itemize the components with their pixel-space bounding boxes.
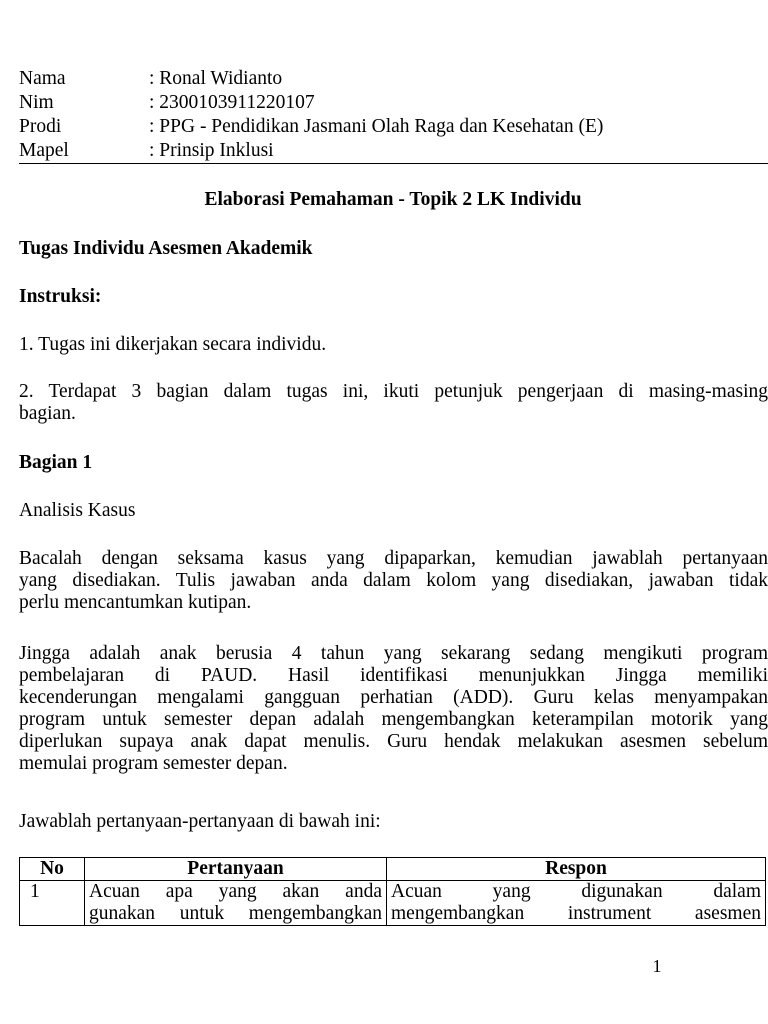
header-value: : Prinsip Inklusi [149,140,274,161]
column-header-no: No [20,858,85,881]
instruksi-item-1: 1. Tugas ini dikerjakan secara individu. [19,334,327,355]
header-value: : 2300103911220107 [149,92,315,113]
cell-respon [387,881,766,926]
text-line: perlu mencantumkan kutipan. [19,592,252,613]
header-row-nim [19,91,315,115]
page-number: 1 [652,956,662,976]
header-label: Mapel [19,140,69,161]
table-header-row [20,858,766,881]
text-line: mengembangkan instrument asesmen [391,903,761,924]
text-line: yang disediakan. Tulis jawaban anda dalam kolom yang disediakan, jawaban tidak [19,570,768,591]
text-line: bagian. [19,403,76,424]
cell-pertanyaan [85,881,387,926]
header-row-prodi [19,115,603,139]
subtitle: Tugas Individu Asesmen Akademik [19,238,313,259]
text-line: Bacalah dengan seksama kasus yang dipaparkan, kemudian jawablah pertanyaan [19,548,768,569]
instruksi-heading: Instruksi: [19,286,102,307]
instruksi-item-2 [19,381,768,425]
bagian-heading: Bagian 1 [19,452,93,473]
text-line: program untuk semester depan adalah mengembangkan keterampilan motorik yang [19,709,768,730]
text-line: kecenderungan mengalami gangguan perhatian (ADD). Guru kelas menyampakan [19,687,768,708]
question-table [19,857,766,926]
header-row-nama [19,67,282,91]
text-line: gunakan untuk mengembangkan [89,903,382,924]
prompt-text: Jawablah pertanyaan-pertanyaan di bawah ini: [19,811,381,832]
header-row-mapel [19,139,274,163]
text-line: pembelajaran di PAUD. Hasil identifikasi menunjukkan Jingga memiliki [19,665,768,686]
header-label: Nama [19,68,66,89]
column-header-respon: Respon [387,858,766,881]
header-label: Nim [19,92,54,113]
text-line: Acuan yang digunakan dalam [391,881,761,902]
document-title: Elaborasi Pemahaman - Topik 2 LK Individu [204,189,582,210]
table-row [20,881,766,926]
text-line: memulai program semester depan. [19,753,288,774]
header-value: : Ronal Widianto [149,68,283,89]
text-line: 2. Terdapat 3 bagian dalam tugas ini, ikuti petunjuk pengerjaan di masing-masing [19,381,768,402]
paragraph-instructions [19,548,768,614]
header-divider [19,163,768,164]
cell-no: 1 [20,881,85,926]
text-line: Jingga adalah anak berusia 4 tahun yang sekarang sedang mengikuti program [19,643,768,664]
paragraph-case [19,643,768,775]
header-value: : PPG - Pendidikan Jasmani Olah Raga dan Kesehatan (E) [149,116,604,137]
analisis-heading: Analisis Kasus [19,500,136,521]
header-label: Prodi [19,116,62,137]
column-header-pertanyaan: Pertanyaan [85,858,387,881]
text-line: diperlukan supaya anak dapat menulis. Guru hendak melakukan asesmen sebelum [19,731,768,752]
text-line: Acuan apa yang akan anda [89,881,382,902]
